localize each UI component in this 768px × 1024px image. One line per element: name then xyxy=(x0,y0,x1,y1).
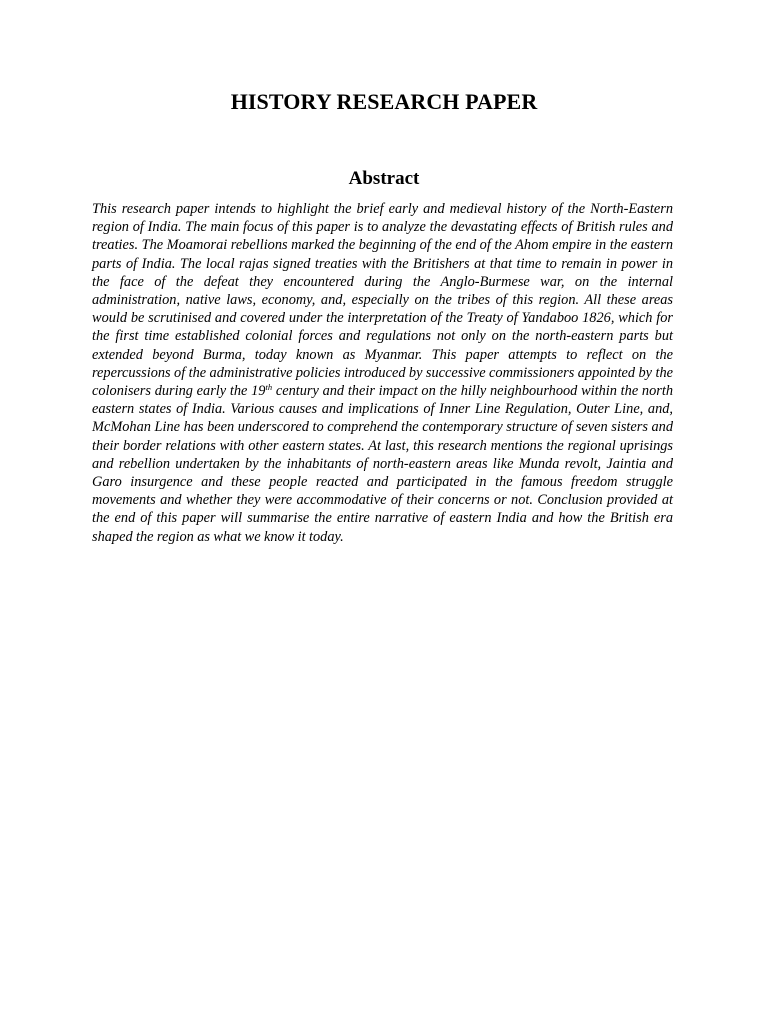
ordinal-superscript: th xyxy=(265,382,273,393)
paper-title: HISTORY RESEARCH PAPER xyxy=(230,89,538,114)
abstract-heading: Abstract xyxy=(348,168,420,189)
abstract-text-part-1: This research paper intends to highlight the brief early and medieval history of the North-Eastern region of India. The main focus of this paper is to analyze the devastating effects of British rules and treaties. The Moamorai rebellions marked the beginning of the end of the Ahom empire in the eastern parts of India. The local rajas signed treaties with the Britishers at that time to remain in power in the face of the defeat they encountered during the Anglo-Burmese war, on the internal administration, native laws, economy, and, especially on the tribes of this region. All these areas would be scrutinised and covered under the interpretation of the Treaty of Yandaboo 1826, which for the first time established colonial forces and regulations not only on the north-eastern parts but extended beyond Burma, today known as Myanmar. This paper attempts to reflect on the repercussions of the administrative policies introduced by successive commissioners appointed by the colonisers during early the 19 xyxy=(92,201,673,400)
abstract-paragraph xyxy=(92,200,673,546)
abstract-text-part-2: century and their impact on the hilly neighbourhood within the north eastern states of India. Various causes and implications of Inner Line Regulation, Outer Line, and, McMohan Line has been underscored to comprehend the contemporary structure of seven sisters and their border relations with other eastern states. At last, this research mentions the regional uprisings and rebellion undertaken by the inhabitants of north-eastern areas like Munda revolt, Jaintia and Garo insurgence and these people reacted and participated in the famous freedom struggle movements and whether they were accommodative of their concerns or not. Conclusion provided at the end of this paper will summarise the entire narrative of eastern India and how the British era shaped the region as what we know it today. xyxy=(92,383,673,545)
